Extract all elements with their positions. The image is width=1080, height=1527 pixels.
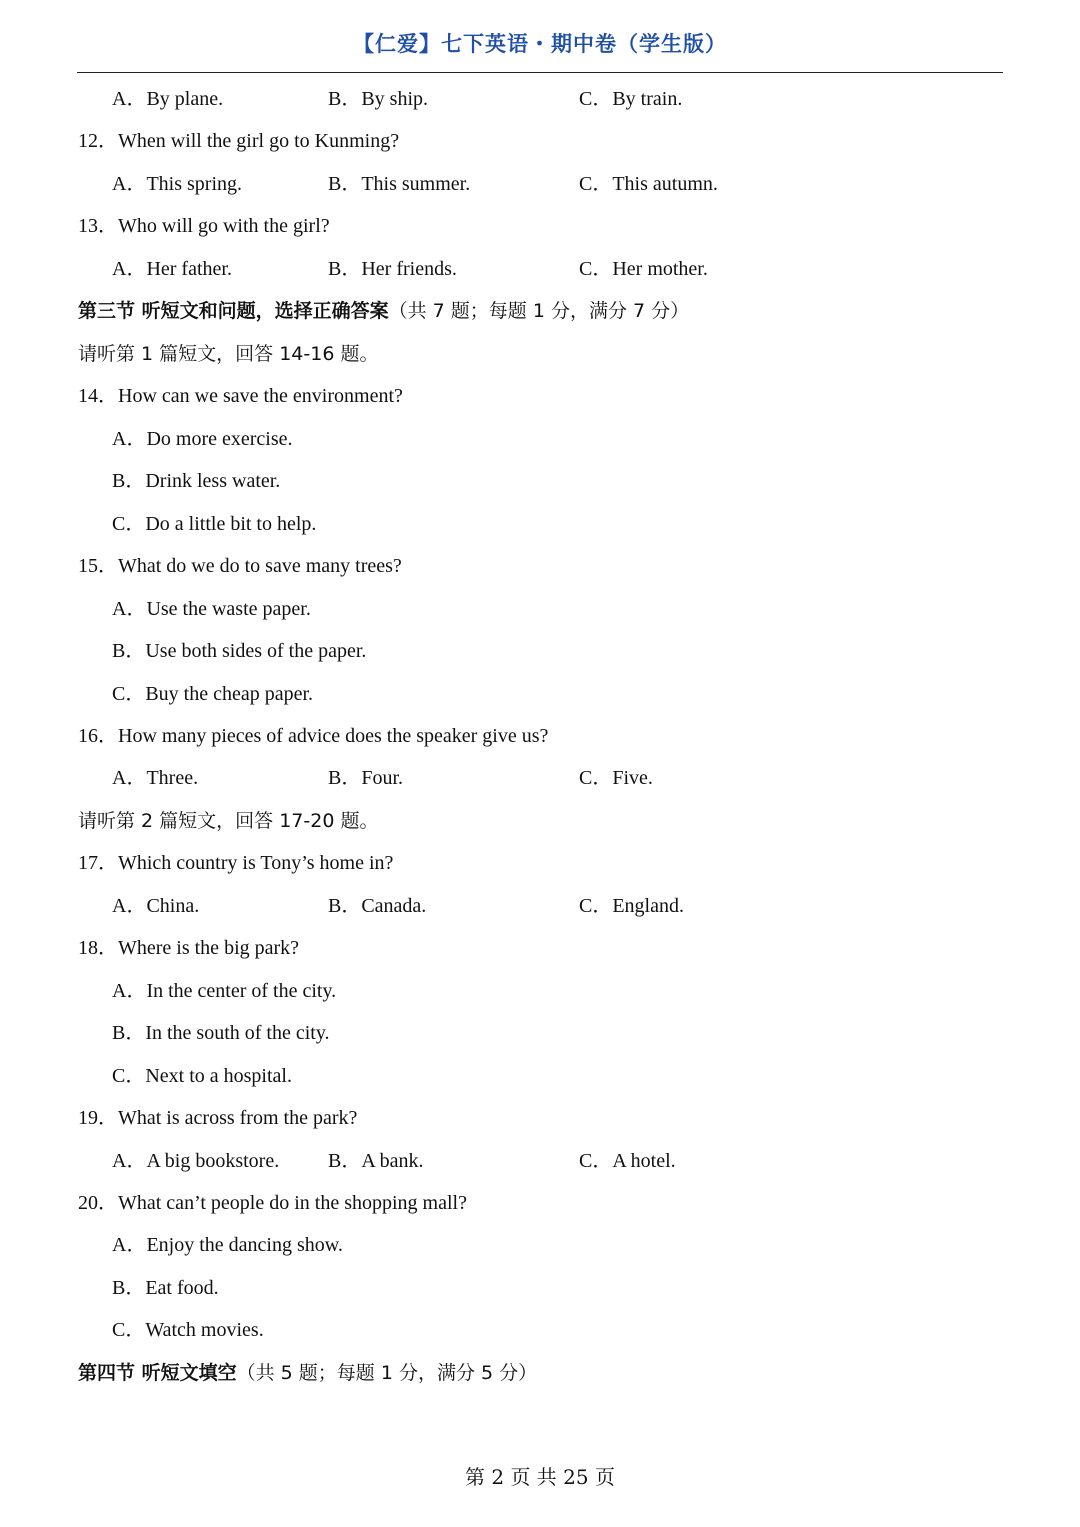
q17-option-a: A．China.: [112, 895, 200, 917]
section-4-heading: [78, 1360, 537, 1386]
q15-option-c: C．Buy the cheap paper.: [112, 683, 314, 705]
q14-option-c: C．Do a little bit to help.: [112, 513, 317, 535]
q17-option-c: C．England.: [579, 895, 684, 917]
passage-1-instruction: 请听第 1 篇短文，回答 14-16 题。: [78, 343, 379, 365]
section-3-title: 第三节 听短文和问题，选择正确答案: [78, 300, 389, 322]
q13-option-a: A．Her father.: [112, 258, 232, 280]
question-17: 17．Which country is Tony’s home in?: [78, 852, 394, 874]
page-number: 第 2 页 共 25 页: [465, 1465, 615, 1489]
q17-option-b: B．Canada.: [328, 895, 427, 917]
q20-option-c: C．Watch movies.: [112, 1319, 264, 1341]
section-3-scoring: （共 7 题；每题 1 分，满分 7 分）: [388, 300, 690, 322]
passage-2-instruction: 请听第 2 篇短文，回答 17-20 题。: [78, 810, 379, 832]
q13-option-c: C．Her mother.: [579, 258, 708, 280]
q12-option-b: B．This summer.: [328, 173, 471, 195]
question-12: 12．When will the girl go to Kunming?: [78, 130, 400, 152]
question-18: 18．Where is the big park?: [78, 937, 300, 959]
header-divider: [77, 72, 1003, 73]
q14-option-a: A．Do more exercise.: [112, 428, 293, 450]
q11-option-b: B．By ship.: [328, 88, 429, 110]
section-4-scoring: （共 5 题；每题 1 分，满分 5 分）: [236, 1362, 538, 1384]
question-16: 16．How many pieces of advice does the speaker give us?: [78, 725, 549, 747]
q18-option-a: A．In the center of the city.: [112, 980, 337, 1002]
question-19: 19．What is across from the park?: [78, 1107, 358, 1129]
q20-option-b: B．Eat food.: [112, 1277, 219, 1299]
q14-option-b: B．Drink less water.: [112, 470, 281, 492]
q18-option-c: C．Next to a hospital.: [112, 1065, 292, 1087]
page-header-title: 【仁爱】七下英语・期中卷（学生版）: [353, 32, 727, 56]
q18-option-b: B．In the south of the city.: [112, 1022, 330, 1044]
question-14: 14．How can we save the environment?: [78, 385, 403, 407]
q11-option-a: A．By plane.: [112, 88, 224, 110]
q15-option-b: B．Use both sides of the paper.: [112, 640, 367, 662]
q16-option-b: B．Four.: [328, 767, 404, 789]
q15-option-a: A．Use the waste paper.: [112, 598, 311, 620]
q19-option-c: C．A hotel.: [579, 1150, 676, 1172]
q16-option-c: C．Five.: [579, 767, 653, 789]
q16-option-a: A．Three.: [112, 767, 199, 789]
q12-option-c: C．This autumn.: [579, 173, 718, 195]
q12-option-a: A．This spring.: [112, 173, 242, 195]
q11-option-c: C．By train.: [579, 88, 683, 110]
question-20: 20．What can’t people do in the shopping mall?: [78, 1192, 467, 1214]
section-3-heading: [78, 298, 689, 324]
question-15: 15．What do we do to save many trees?: [78, 555, 402, 577]
q19-option-b: B．A bank.: [328, 1150, 424, 1172]
section-4-title: 第四节 听短文填空: [78, 1362, 237, 1384]
q19-option-a: A．A big bookstore.: [112, 1150, 280, 1172]
q13-option-b: B．Her friends.: [328, 258, 457, 280]
q20-option-a: A．Enjoy the dancing show.: [112, 1234, 343, 1256]
question-13: 13．Who will go with the girl?: [78, 215, 330, 237]
